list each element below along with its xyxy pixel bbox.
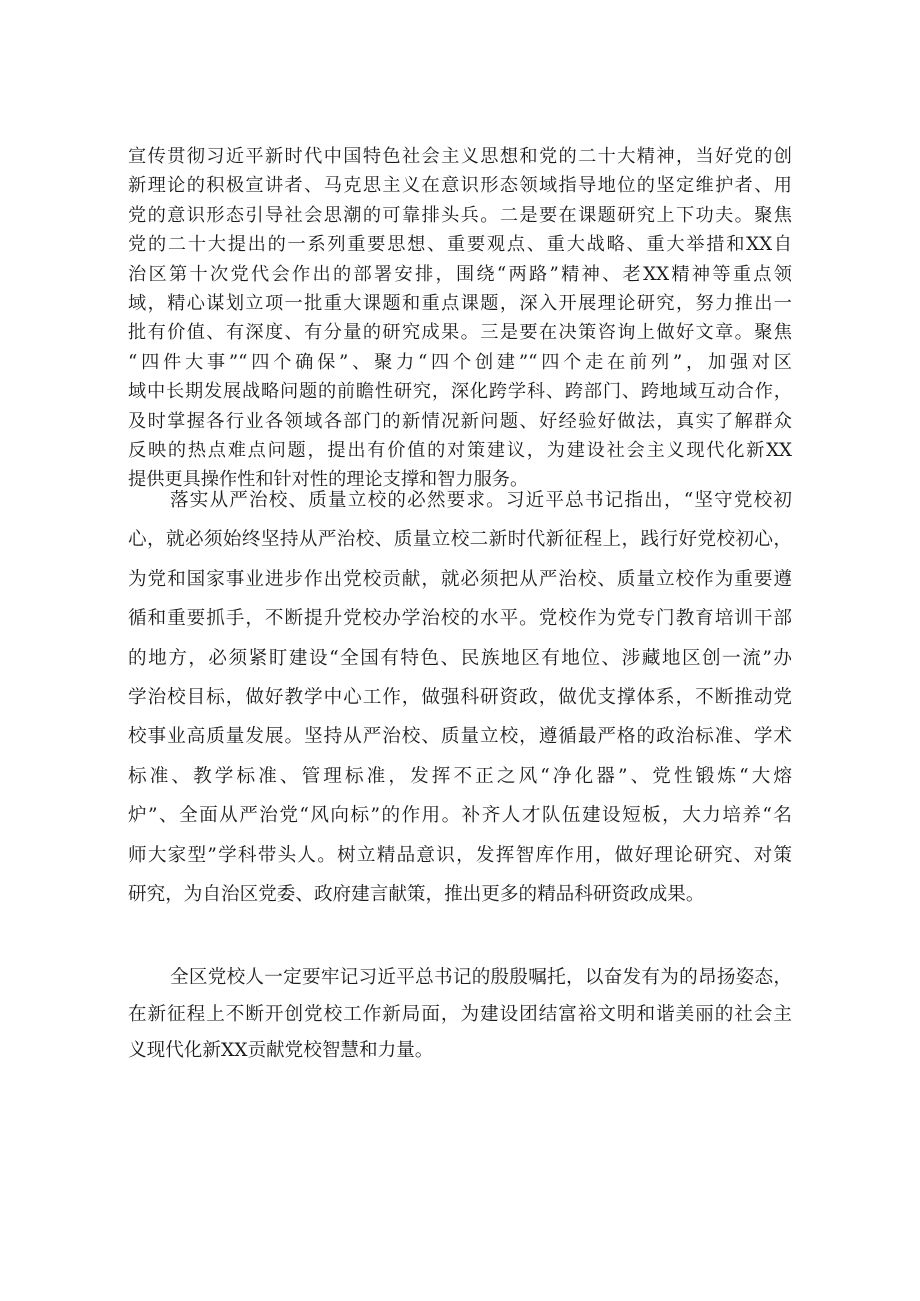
- text-line: 炉”、全面从严治党“风向标”的作用。补齐人才队伍建设短板，大力培养“名: [128, 805, 792, 827]
- text-line: 校事业高质量发展。坚持从严治校、质量立校，遵循最严格的政治标准、学术: [128, 726, 792, 748]
- paragraph-conclusion: [128, 960, 792, 1070]
- paragraph-research-work: [128, 142, 792, 495]
- text-line: 的地方，必须紧盯建设“全国有特色、民族地区有地位、涉藏地区创一流”办: [128, 647, 792, 669]
- text-line: 批有价值、有深度、有分量的研究成果。三是要在决策咨询上做好文章。聚焦: [128, 322, 792, 344]
- text-line: “四件大事”“四个确保”、聚力“四个创建”“四个走在前列”，加强对区: [128, 351, 792, 373]
- text-line: 域中长期发展战略问题的前瞻性研究，深化跨学科、跨部门、跨地域互动合作，: [128, 381, 792, 403]
- text-line: 党的意识形态引导社会思潮的可靠排头兵。二是要在课题研究上下功夫。聚焦: [128, 204, 792, 226]
- text-line: 新理论的积极宣讲者、马克思主义在意识形态领域指导地位的坚定维护者、用: [128, 175, 792, 197]
- text-line: 标准、教学标准、管理标准，发挥不正之风“净化器”、党性锻炼“大熔: [128, 765, 792, 787]
- text-line: 党的二十大提出的一系列重要思想、重要观点、重大战略、重大举措和XX自: [128, 234, 792, 256]
- text-line: 研究，为自治区党委、政府建言献策，推出更多的精品科研资政成果。: [128, 883, 705, 905]
- text-line: 治区第十次党代会作出的部署安排，围绕“两路”精神、老XX精神等重点领: [128, 263, 792, 285]
- paragraph-strict-governance: [128, 481, 792, 914]
- text-line: 学治校目标，做好教学中心工作，做强科研资政，做优支撑体系，不断推动党: [128, 686, 792, 708]
- text-line: 心，就必须始终坚持从严治校、质量立校二新时代新征程上，践行好党校初心，: [128, 529, 792, 551]
- text-line: 义现代化新XX贡献党校智慧和力量。: [128, 1040, 434, 1061]
- text-line: 落实从严治校、质量立校的必然要求。习近平总书记指出，“坚守党校初: [170, 490, 792, 511]
- text-line: 域，精心谋划立项一批重大课题和重点课题，深入开展理论研究，努力推出一: [128, 292, 792, 314]
- text-line: 师大家型”学科带头人。树立精品意识，发挥智库作用，做好理论研究、对策: [128, 844, 792, 866]
- text-line: 循和重要抓手，不断提升党校办学治校的水平。党校作为党专门教育培训干部: [128, 608, 792, 630]
- text-line: 全区党校人一定要牢记习近平总书记的殷殷嘱托，以奋发有为的昂扬姿态，: [170, 967, 792, 988]
- text-line: 反映的热点难点问题，提出有价值的对策建议，为建设社会主义现代化新XX: [128, 439, 792, 461]
- text-line: 提供更具操作性和针对性的理论支撑和智力服务。: [128, 469, 529, 491]
- text-line: 及时掌握各行业各领域各部门的新情况新问题、好经验好做法，真实了解群众: [128, 410, 792, 432]
- text-line: 宣传贯彻习近平新时代中国特色社会主义思想和党的二十大精神，当好党的创: [128, 146, 792, 167]
- text-line: 为党和国家事业进步作出党校贡献，就必须把从严治校、质量立校作为重要遵: [128, 568, 792, 590]
- text-line: 在新征程上不断开创党校工作新局面，为建设团结富裕文明和谐美丽的社会主: [128, 1003, 792, 1025]
